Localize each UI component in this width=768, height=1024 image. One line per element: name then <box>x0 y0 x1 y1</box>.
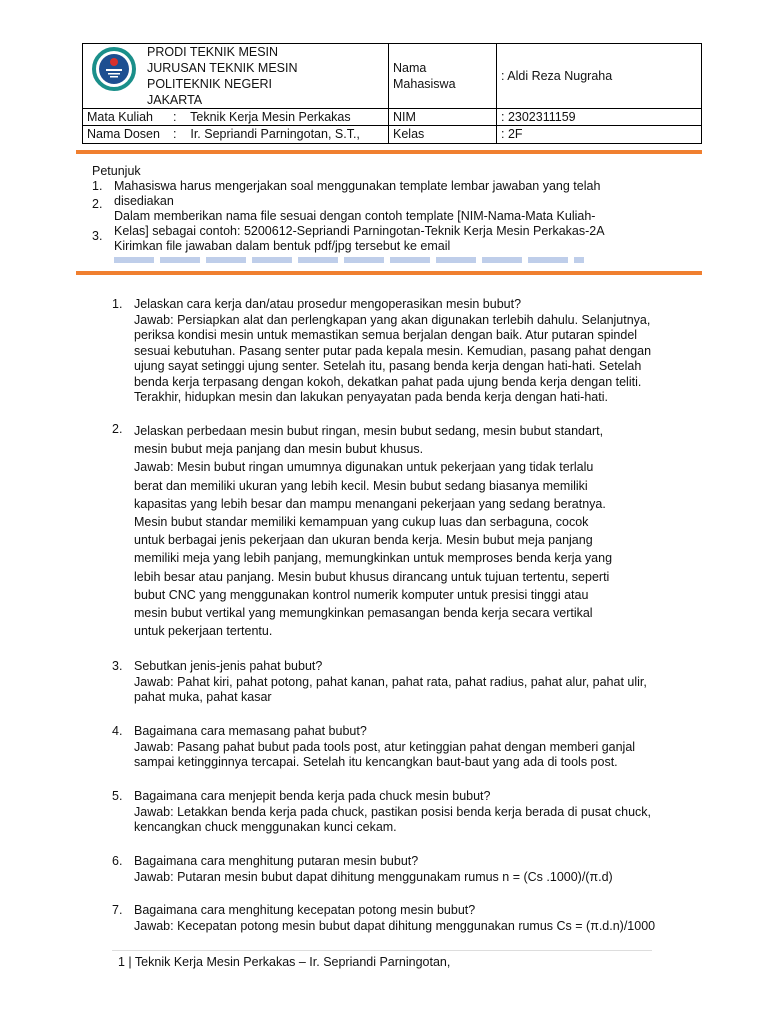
question-text: Sebutkan jenis-jenis pahat bubut? <box>134 659 323 673</box>
instructions-num: 3. <box>92 229 103 243</box>
instructions-title: Petunjuk <box>92 164 141 178</box>
institution-line: PRODI TEKNIK MESIN <box>147 45 279 59</box>
nim-value: : 2302311159 <box>497 109 702 126</box>
answer-line: kencangkan chuck menggunakan kunci cekam. <box>134 820 397 834</box>
instructions-line: Kelas] sebagai contoh: 5200612-Sepriandi Parningotan-Teknik Kerja Mesin Perkakas-2A <box>114 224 605 238</box>
nama-dosen-value: : Ir. Sepriandi Parningotan, S.T., <box>173 127 360 141</box>
answer-line: Jawab: Letakkan benda kerja pada chuck, pastikan posisi benda kerja berada di pusat chuck, <box>134 804 651 819</box>
answer-line: sampai ketingginnya tercapai. Setelah itu kencangkan baut-baut yang ada di tools post. <box>134 755 618 769</box>
nama-mahasiswa-value: : Aldi Reza Nugraha <box>497 44 702 109</box>
answer-line: periksa kondisi mesin untuk memastikan semua berjalan dengan baik. Atur putaran spindel <box>134 328 638 342</box>
nama-dosen-label: Nama Dosen <box>87 127 160 141</box>
answer-line: Jawab: Putaran mesin bubut dapat dihitung menggunakam rumus n = (Cs .1000)/(π.d) <box>134 869 613 884</box>
instructions-line: Kirimkan file jawaban dalam bentuk pdf/jpg tersebut ke email <box>114 239 451 253</box>
answer-line: Jawab: Kecepatan potong mesin bubut dapat dihitung menggunakan rumus Cs = (π.d.n)/1000 <box>134 918 656 933</box>
question-number: 7. <box>112 903 123 917</box>
answer-line: berat dan memiliki ukuran yang lebih kecil. Mesin bubut sedang biasanya memiliki <box>134 478 588 493</box>
question-number: 2. <box>112 422 123 436</box>
mata-kuliah-value: : Teknik Kerja Mesin Perkakas <box>173 110 351 124</box>
kelas-label: Kelas <box>389 126 497 144</box>
page-footer: 1 | Teknik Kerja Mesin Perkakas – Ir. Sepriandi Parningotan, <box>118 955 451 969</box>
answer-line: Mesin bubut standar memiliki kemampuan yang cukup luas dan serbaguna, cocok <box>134 515 589 530</box>
instructions-num: 1. <box>92 179 103 193</box>
answer-line: untuk pekerjaan tertentu. <box>134 624 273 639</box>
instructions-line: Mahasiswa harus mengerjakan soal menggunakan template lembar jawaban yang telah <box>114 179 601 193</box>
institution-line: JURUSAN TEKNIK MESIN <box>147 61 298 75</box>
answer-line: pahat muka, pahat kasar <box>134 690 272 704</box>
pnj-logo <box>92 47 136 91</box>
question-text: Jelaskan cara kerja dan/atau prosedur mengoperasikan mesin bubut? <box>134 297 522 311</box>
answer-line: Jawab: Persiapkan alat dan perlengkapan yang akan digunakan terlebih dahulu. Selanjutnya, <box>134 312 651 327</box>
question-text: Bagaimana cara menghitung kecepatan potong mesin bubut? <box>134 903 476 917</box>
answer-line: kapasitas yang lebih besar dan mampu menangani pekerjaan yang sedang beratnya. <box>134 496 606 511</box>
answer-line: Jawab: Pasang pahat bubut pada tools post, atur ketinggian pahat dengan memberi ganjal <box>134 739 636 754</box>
question-text: Bagaimana cara menjepit benda kerja pada chuck mesin bubut? <box>134 789 491 803</box>
answer-line: lebih besar atau panjang. Mesin bubut khusus dirancang untuk tujuan tertentu, seperti <box>134 569 610 584</box>
accent-bar-top <box>76 150 702 154</box>
header-table <box>82 43 702 144</box>
mata-kuliah-row <box>83 109 389 126</box>
answer-line: Terakhir, hidupkan mesin dan lakukan penyayatan pada benda kerja dengan hati-hati. <box>134 390 608 404</box>
question-number: 4. <box>112 724 123 738</box>
answer-line: sesuai kebutuhan. Pasang senter putar pada kepala mesin. Kemudian, pasang pahat dengan <box>134 343 652 358</box>
question-text: Bagaimana cara menghitung putaran mesin bubut? <box>134 854 419 868</box>
accent-bar-bottom <box>76 271 702 275</box>
instructions-num: 2. <box>92 197 103 211</box>
cropped-link-line <box>114 257 584 263</box>
question-text: Bagaimana cara memasang pahat bubut? <box>134 724 367 738</box>
question-text: Jelaskan perbedaan mesin bubut ringan, mesin bubut sedang, mesin bubut standart, <box>134 424 604 438</box>
nama-dosen-row <box>83 126 389 144</box>
answer-line: mesin bubut vertikal yang memungkinkan pemasangan benda kerja secara vertikal <box>134 606 593 621</box>
answer-line: memiliki meja yang lebih panjang, memungkinkan untuk memproses benda kerja yang <box>134 551 613 566</box>
mata-kuliah-label: Mata Kuliah <box>87 110 154 124</box>
answer-line: benda kerja terpasang dengan kokoh, dekatkan pahat pada ujung benda kerja dengan teliti. <box>134 374 642 389</box>
question-number: 1. <box>112 297 123 311</box>
answer-line: untuk berbagai jenis pekerjaan dan ukuran benda kerja. Mesin bubut meja panjang <box>134 533 593 548</box>
answer-line: bubut CNC yang menggunakan kontrol numerik komputer untuk presisi tinggi atau <box>134 587 589 602</box>
question-number: 3. <box>112 659 123 673</box>
answer-line: Jawab: Pahat kiri, pahat potong, pahat kanan, pahat rata, pahat radius, pahat alur, pahat ulir, <box>134 674 647 689</box>
footer-rule <box>112 950 652 951</box>
question-number: 6. <box>112 854 123 868</box>
instructions-line: Dalam memberikan nama file sesuai dengan contoh template [NIM-Nama-Mata Kuliah- <box>114 209 596 223</box>
institution-line: JAKARTA <box>147 93 203 107</box>
question-text: mesin bubut meja panjang dan mesin bubut khusus. <box>134 442 424 457</box>
question-number: 5. <box>112 789 123 803</box>
kelas-value: : 2F <box>497 126 702 144</box>
answer-line: ujung sayat setinggi ujung senter. Setelah itu, pasang benda kerja dengan hati-hati. Setelah <box>134 359 642 373</box>
nim-label: NIM <box>389 109 497 126</box>
institution-line: POLITEKNIK NEGERI <box>147 77 273 91</box>
nama-mahasiswa-label: Nama Mahasiswa <box>389 44 497 109</box>
answer-line: Jawab: Mesin bubut ringan umumnya digunakan untuk pekerjaan yang tidak terlalu <box>134 460 594 475</box>
instructions-line: disediakan <box>114 194 174 208</box>
